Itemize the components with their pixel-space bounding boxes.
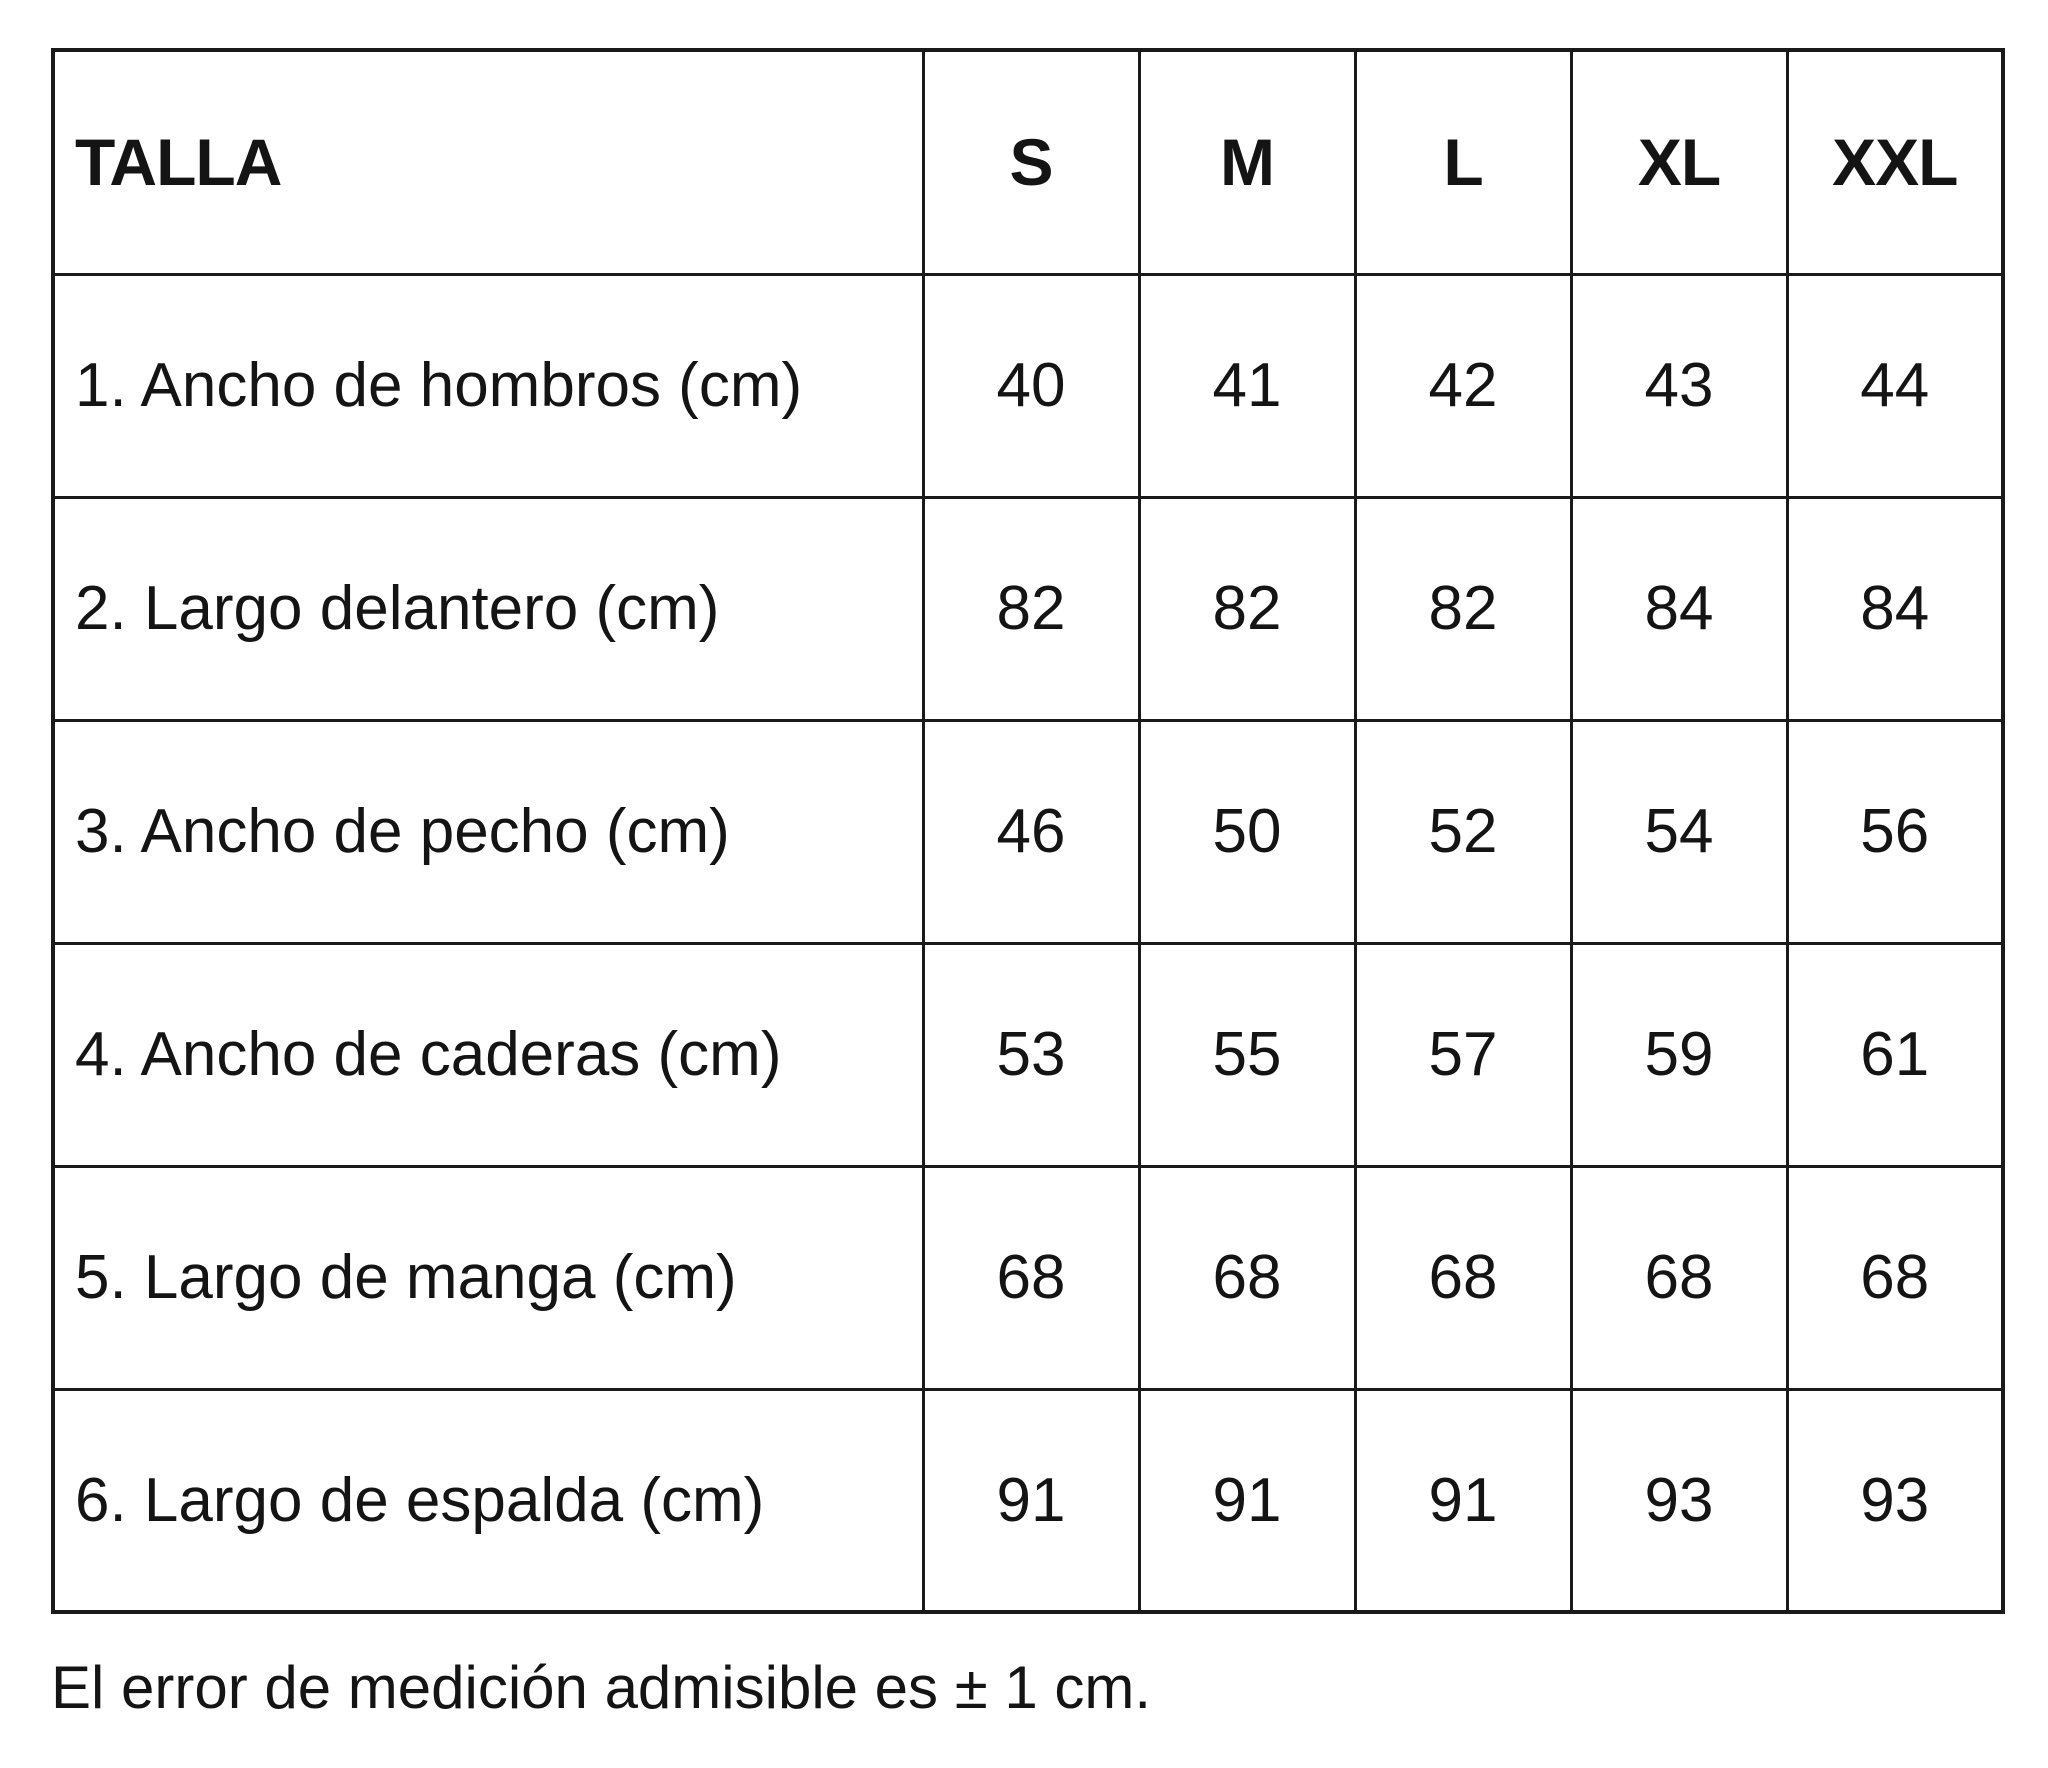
table-cell: 55	[1139, 943, 1355, 1166]
table-cell: 53	[923, 943, 1139, 1166]
table-cell: 84	[1571, 497, 1787, 720]
row-label: 6. Largo de espalda (cm)	[53, 1389, 923, 1612]
table-header-row	[53, 50, 2003, 274]
table-row	[53, 497, 2003, 720]
table-cell: 91	[923, 1389, 1139, 1612]
row-label: 1. Ancho de hombros (cm)	[53, 274, 923, 497]
size-chart-table	[51, 48, 2005, 1614]
header-size-m: M	[1139, 50, 1355, 274]
row-label: 3. Ancho de pecho (cm)	[53, 720, 923, 943]
table-cell: 57	[1355, 943, 1571, 1166]
table-cell: 68	[1139, 1166, 1355, 1389]
table-cell: 54	[1571, 720, 1787, 943]
table-cell: 43	[1571, 274, 1787, 497]
table-cell: 68	[1355, 1166, 1571, 1389]
table-cell: 82	[1355, 497, 1571, 720]
table-row	[53, 1166, 2003, 1389]
table-cell: 61	[1787, 943, 2003, 1166]
table-cell: 93	[1571, 1389, 1787, 1612]
table-cell: 68	[1787, 1166, 2003, 1389]
table-cell: 93	[1787, 1389, 2003, 1612]
row-label: 5. Largo de manga (cm)	[53, 1166, 923, 1389]
table-row	[53, 720, 2003, 943]
measurement-error-note: El error de medición admisible es ± 1 cm.	[51, 1654, 1152, 1721]
table-cell: 46	[923, 720, 1139, 943]
table-cell: 50	[1139, 720, 1355, 943]
table-cell: 59	[1571, 943, 1787, 1166]
header-label: TALLA	[53, 50, 923, 274]
table-cell: 56	[1787, 720, 2003, 943]
table-cell: 52	[1355, 720, 1571, 943]
table-cell: 91	[1139, 1389, 1355, 1612]
table-cell: 91	[1355, 1389, 1571, 1612]
table-cell: 84	[1787, 497, 2003, 720]
table-row	[53, 274, 2003, 497]
table-cell: 82	[1139, 497, 1355, 720]
header-size-s: S	[923, 50, 1139, 274]
table-cell: 68	[1571, 1166, 1787, 1389]
table-cell: 82	[923, 497, 1139, 720]
table-row	[53, 943, 2003, 1166]
header-size-l: L	[1355, 50, 1571, 274]
table-cell: 40	[923, 274, 1139, 497]
header-size-xl: XL	[1571, 50, 1787, 274]
table-row	[53, 1389, 2003, 1612]
table-cell: 44	[1787, 274, 2003, 497]
table-cell: 41	[1139, 274, 1355, 497]
row-label: 4. Ancho de caderas (cm)	[53, 943, 923, 1166]
header-size-xxl: XXL	[1787, 50, 2003, 274]
table-cell: 68	[923, 1166, 1139, 1389]
table-cell: 42	[1355, 274, 1571, 497]
row-label: 2. Largo delantero (cm)	[53, 497, 923, 720]
